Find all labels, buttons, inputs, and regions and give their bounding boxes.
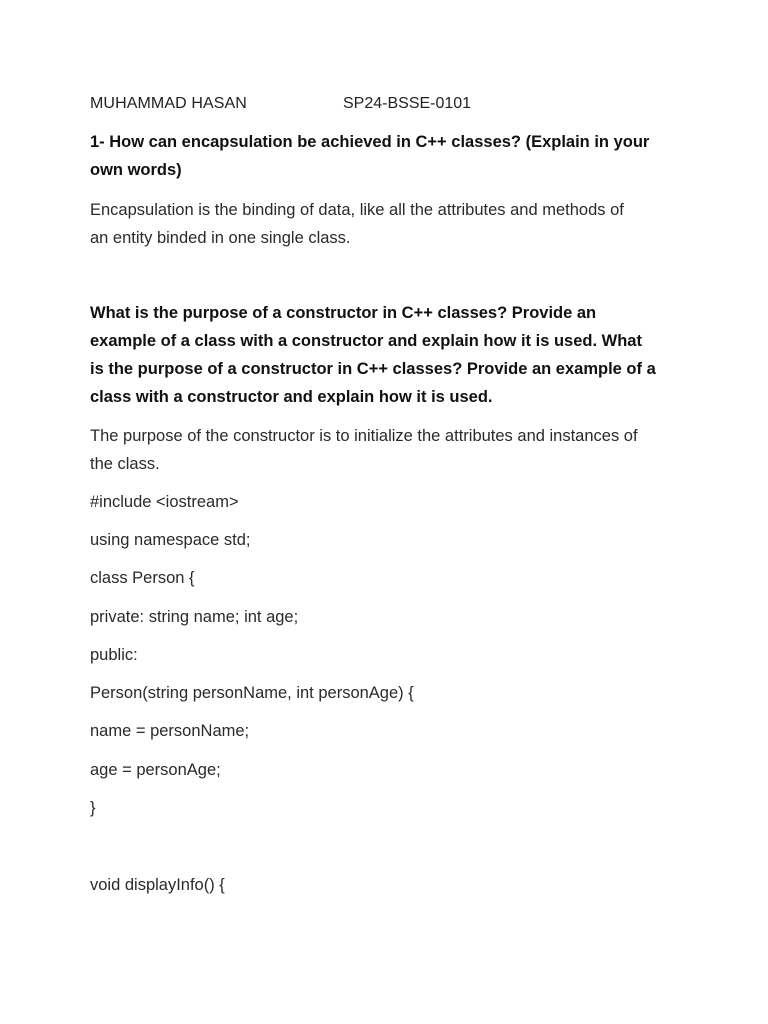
answer-2-line-1: The purpose of the constructor is to initialize the attributes and instances of [90, 427, 638, 445]
code-line: name = personName; [90, 722, 250, 740]
code-line: void displayInfo() { [90, 876, 225, 894]
answer-1-line-1: Encapsulation is the binding of data, like all the attributes and methods of [90, 201, 624, 219]
code-line: } [90, 799, 96, 817]
question-2-line-3: is the purpose of a constructor in C++ classes? Provide an example of a [90, 360, 656, 378]
question-2-line-4: class with a constructor and explain how it is used. [90, 388, 493, 406]
code-line: Person(string personName, int personAge) { [90, 684, 414, 702]
code-line: #include <iostream> [90, 493, 239, 511]
answer-1-line-2: an entity binded in one single class. [90, 229, 351, 247]
code-line: class Person { [90, 569, 195, 587]
student-name: MUHAMMAD HASAN [90, 95, 247, 112]
code-line: private: string name; int age; [90, 608, 299, 626]
code-line: using namespace std; [90, 531, 251, 549]
question-2-line-2: example of a class with a constructor and explain how it is used. What [90, 332, 642, 350]
question-1-line-1: 1- How can encapsulation be achieved in C++ classes? (Explain in your [90, 133, 650, 151]
question-2-line-1: What is the purpose of a constructor in C++ classes? Provide an [90, 304, 597, 322]
code-line: public: [90, 646, 138, 664]
code-line: age = personAge; [90, 761, 221, 779]
question-1-line-2: own words) [90, 161, 182, 179]
student-id: SP24-BSSE-0101 [343, 95, 472, 112]
answer-2-line-2: the class. [90, 455, 160, 473]
